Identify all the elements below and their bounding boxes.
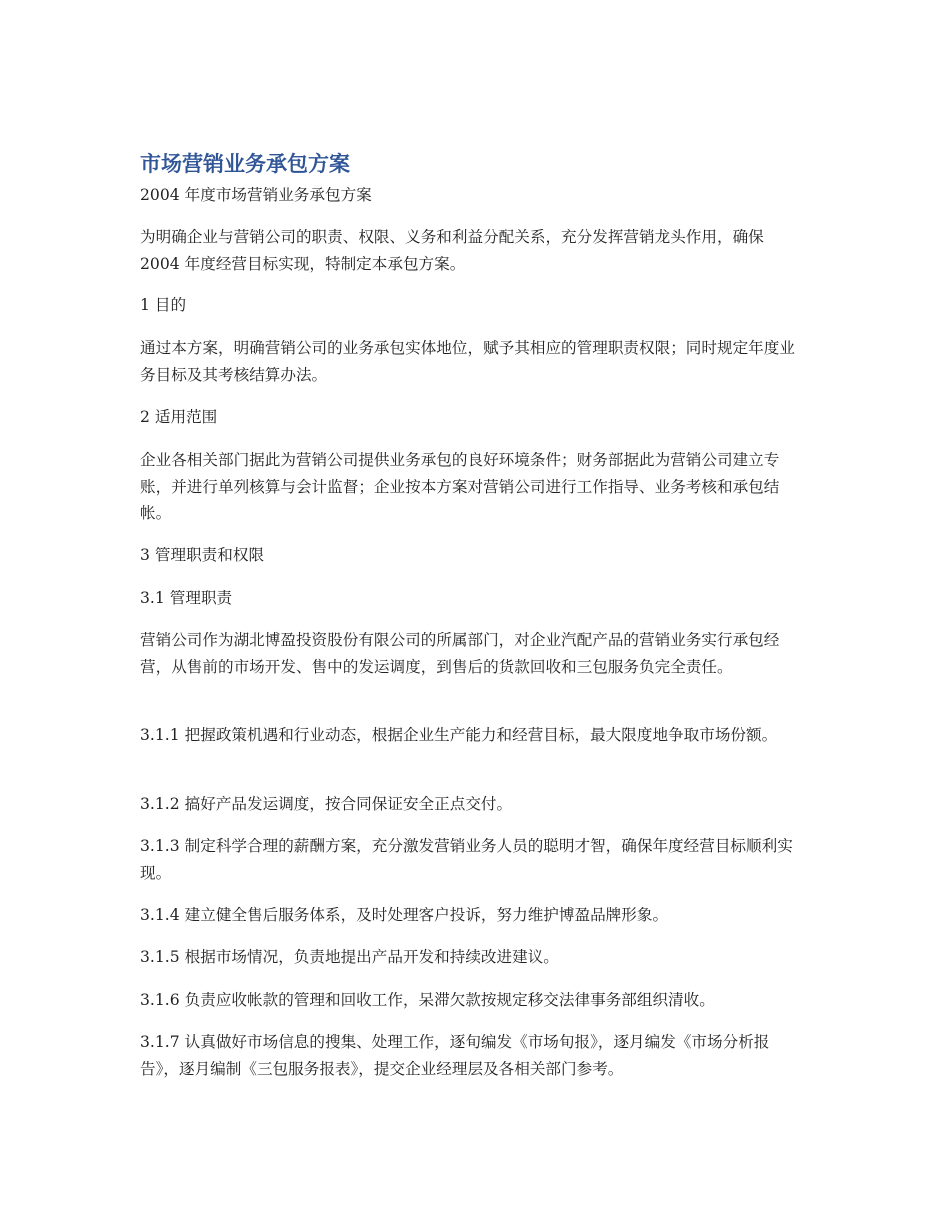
section-heading-purpose: 1 目的 — [140, 296, 187, 314]
duty-item-3-1-1: 3.1.1 把握政策机遇和行业动态，根据企业生产能力和经营目标，最大限度地争取市场份额。 — [140, 726, 778, 744]
purpose-paragraph: 通过本方案，明确营销公司的业务承包实体地位，赋予其相应的管理职责权限；同时规定年度业务目标及其考核结算办法。 — [140, 339, 795, 384]
subsection-heading-duties: 3.1 管理职责 — [140, 589, 233, 607]
duty-item-3-1-6: 3.1.6 负责应收帐款的管理和回收工作，呆滞欠款按规定移交法律事务部组织清收。 — [140, 991, 715, 1009]
duty-item-3-1-3: 3.1.3 制定科学合理的薪酬方案，充分激发营销业务人员的聪明才智，确保年度经营目标顺利实现。 — [140, 837, 793, 882]
scope-paragraph: 企业各相关部门据此为营销公司提供业务承包的良好环境条件；财务部据此为营销公司建立专账，并进行单列核算与会计监督；企业按本方案对营销公司进行工作指导、业务考核和承包结帐。 — [140, 451, 780, 522]
section-heading-duties: 3 管理职责和权限 — [140, 546, 265, 564]
duty-item-3-1-4: 3.1.4 建立健全售后服务体系，及时处理客户投诉，努力维护博盈品牌形象。 — [140, 906, 669, 924]
duty-item-3-1-2: 3.1.2 搞好产品发运调度，按合同保证安全正点交付。 — [140, 795, 513, 813]
intro-paragraph: 为明确企业与营销公司的职责、权限、义务和利益分配关系，充分发挥营销龙头作用，确保 2004 年度经营目标实现，特制定本承包方案。 — [140, 228, 764, 273]
duty-item-3-1-7: 3.1.7 认真做好市场信息的搜集、处理工作，逐旬编发《市场旬报》，逐月编发《市场分析报告》，逐月编制《三包服务报表》，提交企业经理层及各相关部门参考。 — [140, 1033, 770, 1078]
duties-paragraph: 营销公司作为湖北博盈投资股份有限公司的所属部门，对企业汽配产品的营销业务实行承包经营，从售前的市场开发、售中的发运调度，到售后的货款回收和三包服务负完全责任。 — [140, 631, 780, 676]
subtitle-paragraph: 2004 年度市场营销业务承包方案 — [140, 186, 372, 204]
section-heading-scope: 2 适用范围 — [140, 408, 218, 426]
duty-item-3-1-5: 3.1.5 根据市场情况，负责地提出产品开发和持续改进建议。 — [140, 948, 559, 966]
document-title: 市场营销业务承包方案 — [140, 152, 350, 176]
